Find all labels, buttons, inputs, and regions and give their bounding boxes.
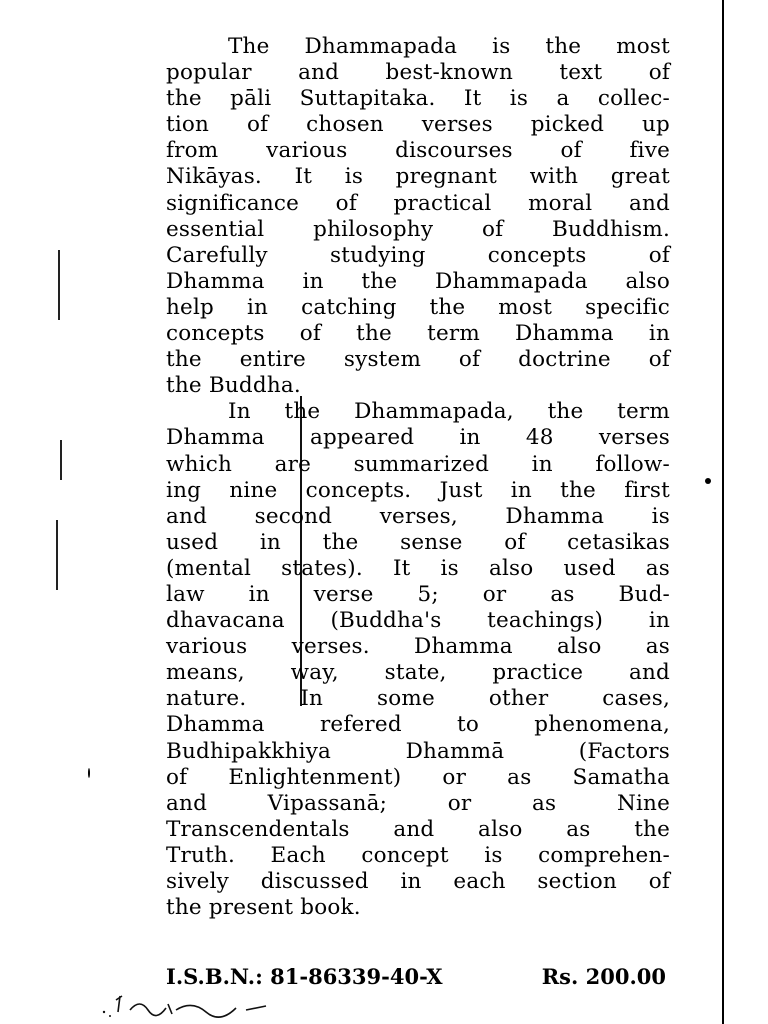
text-line: the entire system of doctrine of [166,347,670,373]
text-line: Dhamma appeared in 48 verses [166,425,670,451]
text-line: sively discussed in each section of [166,869,670,894]
text-line: significance of practical moral and [166,190,670,216]
price-text: Rs. 200.00 [541,964,666,989]
text-line: essential philosophy of Buddhism. [166,216,670,242]
scan-artifact [58,250,60,320]
text-line: concepts of the term Dhamma in [166,321,670,347]
text-line: (mental states). It is also used as [166,555,670,581]
scan-speck [705,478,711,484]
text-line: Truth. Each concept is comprehen- [166,842,670,868]
text-line: dhavacana (Buddha's teachings) in [166,608,670,634]
isbn-text: I.S.B.N.: 81-86339-40-X [166,964,443,989]
text-line: Dhamma in the Dhammapada also [166,268,670,294]
paragraph-1 [166,34,670,399]
text-line: the present book. [166,895,361,921]
text-line: from various discourses of five [166,138,670,164]
page-edge-line [722,0,724,1024]
text-line: popular and best-known text of [166,60,670,86]
text-line: the Buddha. [166,373,301,399]
text-line: ing nine concepts. Just in the first [166,477,670,503]
text-line: Carefully studying concepts of [166,242,670,268]
paragraph-2 [166,399,670,921]
text-line: In the Dhammapada, the term [228,399,670,425]
text-line: Transcendentals and also as the [166,816,670,842]
text-line: law in verse 5; or as Bud- [166,581,670,607]
text-line: of Enlightenment) or as Samatha [166,764,670,790]
text-line: means, way, state, practice and [166,660,670,686]
text-line: tion of chosen verses picked up [166,112,670,138]
text-line: The Dhammapada is the most [228,34,670,59]
text-line: Budhipakkhiya Dhammā (Factors [166,738,670,764]
text-line: and Vipassanā; or as Nine [166,790,670,816]
text-line: used in the sense of cetasikas [166,529,670,555]
text-line: Nikāyas. It is pregnant with great [166,164,670,190]
handwritten-signature [96,990,286,1020]
text-line: the pāli Suttapitaka. It is a collec- [166,86,670,112]
text-line: nature. In some other cases, [166,686,670,712]
text-line: which are summarized in follow- [166,451,670,477]
text-line: help in catching the most specific [166,294,670,320]
text-line: various verses. Dhamma also as [166,634,670,660]
scan-artifact [60,440,62,480]
scan-artifact [56,520,58,590]
description-text [166,34,670,921]
scan-speck [88,768,90,778]
text-line: and second verses, Dhamma is [166,503,670,529]
footer [166,964,666,989]
text-line: Dhamma refered to phenomena, [166,712,670,738]
